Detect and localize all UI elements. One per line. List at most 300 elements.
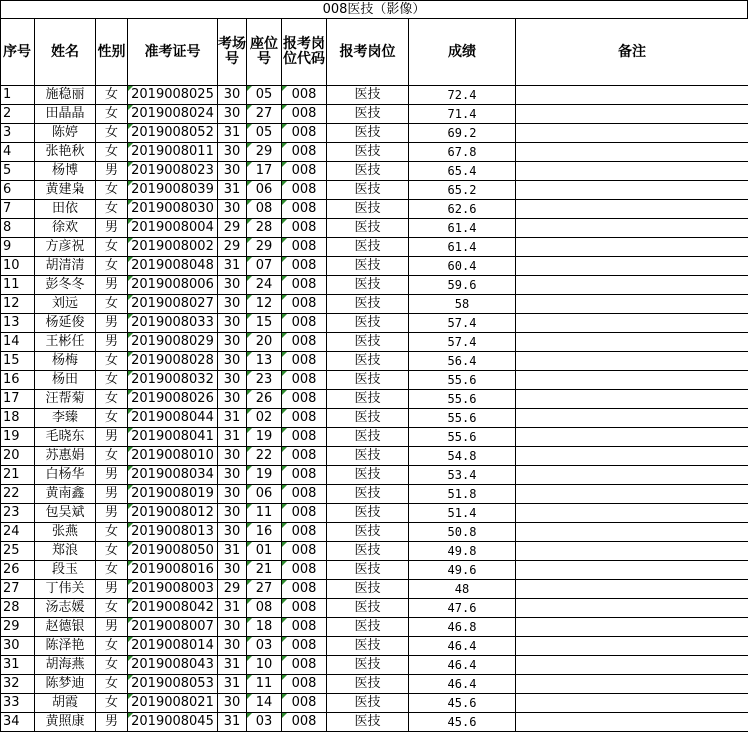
cell-gender: 女 xyxy=(96,390,128,409)
cell-ticket: 2019008039 xyxy=(128,181,218,200)
cell-score: 60.4 xyxy=(409,257,516,276)
cell-name: 施稳丽 xyxy=(35,86,96,105)
cell-note xyxy=(516,599,748,618)
cell-room: 31 xyxy=(218,409,247,428)
cell-room: 29 xyxy=(218,580,247,599)
cell-note xyxy=(516,694,748,713)
cell-ticket: 2019008010 xyxy=(128,447,218,466)
cell-ticket: 2019008053 xyxy=(128,675,218,694)
cell-ticket: 2019008011 xyxy=(128,143,218,162)
cell-name: 田晶晶 xyxy=(35,105,96,124)
cell-post: 医技 xyxy=(327,371,409,390)
cell-post: 医技 xyxy=(327,542,409,561)
table-row xyxy=(1,675,748,694)
header-score: 成绩 xyxy=(409,19,516,86)
cell-code: 008 xyxy=(282,352,327,371)
cell-seat: 29 xyxy=(247,238,282,257)
cell-code: 008 xyxy=(282,713,327,732)
cell-gender: 女 xyxy=(96,181,128,200)
table-row xyxy=(1,504,748,523)
cell-note xyxy=(516,656,748,675)
cell-code: 008 xyxy=(282,694,327,713)
table-row xyxy=(1,257,748,276)
cell-room: 30 xyxy=(218,618,247,637)
cell-room: 30 xyxy=(218,200,247,219)
header-seat: 座位号 xyxy=(247,19,282,86)
cell-score: 45.6 xyxy=(409,713,516,732)
cell-seat: 10 xyxy=(247,656,282,675)
cell-note xyxy=(516,637,748,656)
cell-code: 008 xyxy=(282,618,327,637)
cell-seat: 01 xyxy=(247,542,282,561)
cell-room: 30 xyxy=(218,466,247,485)
cell-post: 医技 xyxy=(327,447,409,466)
table-row xyxy=(1,181,748,200)
cell-code: 008 xyxy=(282,143,327,162)
cell-note xyxy=(516,523,748,542)
cell-room: 30 xyxy=(218,637,247,656)
cell-gender: 男 xyxy=(96,314,128,333)
header-row xyxy=(1,19,748,86)
table-row xyxy=(1,618,748,637)
table-row xyxy=(1,162,748,181)
cell-idx: 33 xyxy=(1,694,35,713)
cell-note xyxy=(516,86,748,105)
cell-seat: 26 xyxy=(247,390,282,409)
cell-note xyxy=(516,561,748,580)
cell-ticket: 2019008028 xyxy=(128,352,218,371)
cell-score: 65.2 xyxy=(409,181,516,200)
cell-code: 008 xyxy=(282,124,327,143)
cell-score: 49.8 xyxy=(409,542,516,561)
cell-name: 胡霞 xyxy=(35,694,96,713)
cell-name: 陈婷 xyxy=(35,124,96,143)
cell-score: 51.8 xyxy=(409,485,516,504)
sheet-title: 008医技（影像） xyxy=(0,0,748,19)
cell-idx: 17 xyxy=(1,390,35,409)
cell-score: 72.4 xyxy=(409,86,516,105)
table-body xyxy=(1,86,748,732)
cell-code: 008 xyxy=(282,466,327,485)
cell-code: 008 xyxy=(282,276,327,295)
cell-post: 医技 xyxy=(327,181,409,200)
cell-post: 医技 xyxy=(327,694,409,713)
cell-post: 医技 xyxy=(327,713,409,732)
cell-note xyxy=(516,675,748,694)
cell-note xyxy=(516,105,748,124)
cell-post: 医技 xyxy=(327,637,409,656)
cell-note xyxy=(516,143,748,162)
cell-idx: 29 xyxy=(1,618,35,637)
cell-ticket: 2019008016 xyxy=(128,561,218,580)
cell-score: 45.6 xyxy=(409,694,516,713)
cell-note xyxy=(516,466,748,485)
cell-idx: 12 xyxy=(1,295,35,314)
cell-score: 53.4 xyxy=(409,466,516,485)
cell-seat: 03 xyxy=(247,637,282,656)
cell-post: 医技 xyxy=(327,257,409,276)
cell-code: 008 xyxy=(282,86,327,105)
table-row xyxy=(1,238,748,257)
cell-idx: 3 xyxy=(1,124,35,143)
cell-gender: 女 xyxy=(96,561,128,580)
table-row xyxy=(1,485,748,504)
cell-note xyxy=(516,447,748,466)
table-row xyxy=(1,694,748,713)
cell-post: 医技 xyxy=(327,504,409,523)
cell-gender: 女 xyxy=(96,200,128,219)
cell-gender: 女 xyxy=(96,637,128,656)
cell-seat: 24 xyxy=(247,276,282,295)
cell-code: 008 xyxy=(282,333,327,352)
cell-post: 医技 xyxy=(327,675,409,694)
cell-idx: 14 xyxy=(1,333,35,352)
cell-post: 医技 xyxy=(327,86,409,105)
cell-gender: 女 xyxy=(96,523,128,542)
cell-ticket: 2019008052 xyxy=(128,124,218,143)
cell-name: 黄照康 xyxy=(35,713,96,732)
cell-gender: 男 xyxy=(96,504,128,523)
cell-score: 55.6 xyxy=(409,390,516,409)
cell-seat: 05 xyxy=(247,86,282,105)
cell-name: 段玉 xyxy=(35,561,96,580)
cell-note xyxy=(516,219,748,238)
cell-post: 医技 xyxy=(327,295,409,314)
cell-name: 丁伟关 xyxy=(35,580,96,599)
cell-idx: 34 xyxy=(1,713,35,732)
cell-room: 31 xyxy=(218,181,247,200)
table-row xyxy=(1,466,748,485)
cell-name: 黄建枭 xyxy=(35,181,96,200)
cell-seat: 22 xyxy=(247,447,282,466)
cell-seat: 27 xyxy=(247,580,282,599)
cell-post: 医技 xyxy=(327,599,409,618)
cell-code: 008 xyxy=(282,675,327,694)
cell-seat: 02 xyxy=(247,409,282,428)
cell-name: 杨田 xyxy=(35,371,96,390)
cell-note xyxy=(516,124,748,143)
cell-name: 苏惠娟 xyxy=(35,447,96,466)
cell-idx: 32 xyxy=(1,675,35,694)
cell-seat: 06 xyxy=(247,181,282,200)
table-row xyxy=(1,713,748,732)
cell-gender: 男 xyxy=(96,428,128,447)
cell-idx: 27 xyxy=(1,580,35,599)
cell-post: 医技 xyxy=(327,162,409,181)
cell-code: 008 xyxy=(282,504,327,523)
table-row xyxy=(1,276,748,295)
cell-ticket: 2019008041 xyxy=(128,428,218,447)
cell-ticket: 2019008024 xyxy=(128,105,218,124)
cell-idx: 7 xyxy=(1,200,35,219)
cell-name: 包吴斌 xyxy=(35,504,96,523)
cell-score: 46.4 xyxy=(409,675,516,694)
cell-gender: 女 xyxy=(96,124,128,143)
cell-ticket: 2019008013 xyxy=(128,523,218,542)
cell-code: 008 xyxy=(282,656,327,675)
cell-score: 56.4 xyxy=(409,352,516,371)
cell-idx: 31 xyxy=(1,656,35,675)
cell-room: 30 xyxy=(218,694,247,713)
cell-note xyxy=(516,542,748,561)
cell-code: 008 xyxy=(282,580,327,599)
cell-score: 67.8 xyxy=(409,143,516,162)
cell-name: 赵德银 xyxy=(35,618,96,637)
cell-code: 008 xyxy=(282,561,327,580)
cell-score: 57.4 xyxy=(409,333,516,352)
table-row xyxy=(1,523,748,542)
cell-name: 陈泽艳 xyxy=(35,637,96,656)
cell-note xyxy=(516,295,748,314)
table-row xyxy=(1,124,748,143)
cell-note xyxy=(516,485,748,504)
cell-note xyxy=(516,409,748,428)
cell-room: 31 xyxy=(218,428,247,447)
cell-idx: 30 xyxy=(1,637,35,656)
cell-note xyxy=(516,257,748,276)
cell-ticket: 2019008019 xyxy=(128,485,218,504)
cell-code: 008 xyxy=(282,219,327,238)
cell-score: 46.4 xyxy=(409,637,516,656)
cell-seat: 27 xyxy=(247,105,282,124)
cell-room: 30 xyxy=(218,295,247,314)
cell-name: 汪帮菊 xyxy=(35,390,96,409)
cell-seat: 18 xyxy=(247,618,282,637)
cell-room: 31 xyxy=(218,599,247,618)
cell-idx: 2 xyxy=(1,105,35,124)
cell-note xyxy=(516,238,748,257)
cell-code: 008 xyxy=(282,542,327,561)
cell-gender: 女 xyxy=(96,371,128,390)
cell-post: 医技 xyxy=(327,200,409,219)
cell-score: 71.4 xyxy=(409,105,516,124)
cell-score: 55.6 xyxy=(409,409,516,428)
cell-post: 医技 xyxy=(327,523,409,542)
cell-note xyxy=(516,713,748,732)
cell-seat: 13 xyxy=(247,352,282,371)
cell-post: 医技 xyxy=(327,238,409,257)
cell-room: 30 xyxy=(218,352,247,371)
header-note: 备注 xyxy=(516,19,748,86)
cell-note xyxy=(516,162,748,181)
cell-note xyxy=(516,618,748,637)
cell-ticket: 2019008025 xyxy=(128,86,218,105)
table-row xyxy=(1,390,748,409)
cell-ticket: 2019008006 xyxy=(128,276,218,295)
cell-name: 胡海燕 xyxy=(35,656,96,675)
cell-seat: 28 xyxy=(247,219,282,238)
cell-room: 31 xyxy=(218,257,247,276)
cell-ticket: 2019008027 xyxy=(128,295,218,314)
table-row xyxy=(1,295,748,314)
cell-seat: 15 xyxy=(247,314,282,333)
header-code: 报考岗位代码 xyxy=(282,19,327,86)
cell-name: 田依 xyxy=(35,200,96,219)
cell-name: 李臻 xyxy=(35,409,96,428)
cell-code: 008 xyxy=(282,105,327,124)
cell-ticket: 2019008034 xyxy=(128,466,218,485)
cell-gender: 女 xyxy=(96,86,128,105)
cell-code: 008 xyxy=(282,447,327,466)
table-row xyxy=(1,542,748,561)
cell-seat: 23 xyxy=(247,371,282,390)
cell-post: 医技 xyxy=(327,580,409,599)
cell-room: 30 xyxy=(218,276,247,295)
cell-name: 杨延俊 xyxy=(35,314,96,333)
cell-note xyxy=(516,580,748,599)
cell-idx: 1 xyxy=(1,86,35,105)
cell-name: 白杨华 xyxy=(35,466,96,485)
cell-seat: 16 xyxy=(247,523,282,542)
cell-seat: 07 xyxy=(247,257,282,276)
cell-seat: 06 xyxy=(247,485,282,504)
cell-gender: 男 xyxy=(96,333,128,352)
cell-ticket: 2019008042 xyxy=(128,599,218,618)
cell-score: 57.4 xyxy=(409,314,516,333)
cell-ticket: 2019008023 xyxy=(128,162,218,181)
table-row xyxy=(1,371,748,390)
cell-post: 医技 xyxy=(327,466,409,485)
cell-note xyxy=(516,371,748,390)
cell-post: 医技 xyxy=(327,219,409,238)
table-row xyxy=(1,105,748,124)
cell-score: 55.6 xyxy=(409,371,516,390)
cell-score: 58 xyxy=(409,295,516,314)
cell-gender: 女 xyxy=(96,542,128,561)
cell-post: 医技 xyxy=(327,618,409,637)
cell-idx: 15 xyxy=(1,352,35,371)
cell-ticket: 2019008014 xyxy=(128,637,218,656)
cell-name: 毛晓东 xyxy=(35,428,96,447)
cell-gender: 女 xyxy=(96,238,128,257)
table-row xyxy=(1,314,748,333)
cell-seat: 17 xyxy=(247,162,282,181)
cell-room: 31 xyxy=(218,656,247,675)
cell-ticket: 2019008021 xyxy=(128,694,218,713)
table-row xyxy=(1,333,748,352)
header-idx: 序号 xyxy=(1,19,35,86)
cell-room: 30 xyxy=(218,143,247,162)
cell-gender: 女 xyxy=(96,409,128,428)
cell-room: 29 xyxy=(218,219,247,238)
cell-code: 008 xyxy=(282,637,327,656)
cell-name: 杨梅 xyxy=(35,352,96,371)
cell-idx: 16 xyxy=(1,371,35,390)
cell-note xyxy=(516,276,748,295)
cell-ticket: 2019008048 xyxy=(128,257,218,276)
cell-room: 30 xyxy=(218,371,247,390)
cell-gender: 女 xyxy=(96,675,128,694)
cell-seat: 29 xyxy=(247,143,282,162)
cell-ticket: 2019008029 xyxy=(128,333,218,352)
cell-room: 30 xyxy=(218,314,247,333)
cell-gender: 女 xyxy=(96,257,128,276)
cell-name: 方彦祝 xyxy=(35,238,96,257)
cell-post: 医技 xyxy=(327,105,409,124)
cell-gender: 女 xyxy=(96,694,128,713)
cell-gender: 男 xyxy=(96,713,128,732)
cell-score: 48 xyxy=(409,580,516,599)
cell-name: 刘远 xyxy=(35,295,96,314)
cell-ticket: 2019008032 xyxy=(128,371,218,390)
cell-idx: 8 xyxy=(1,219,35,238)
cell-code: 008 xyxy=(282,485,327,504)
cell-ticket: 2019008002 xyxy=(128,238,218,257)
cell-note xyxy=(516,200,748,219)
cell-room: 30 xyxy=(218,485,247,504)
cell-note xyxy=(516,352,748,371)
cell-gender: 男 xyxy=(96,276,128,295)
cell-note xyxy=(516,314,748,333)
cell-seat: 11 xyxy=(247,675,282,694)
table-row xyxy=(1,637,748,656)
cell-room: 29 xyxy=(218,238,247,257)
cell-post: 医技 xyxy=(327,124,409,143)
cell-code: 008 xyxy=(282,371,327,390)
cell-gender: 男 xyxy=(96,580,128,599)
cell-post: 医技 xyxy=(327,333,409,352)
cell-post: 医技 xyxy=(327,314,409,333)
table-row xyxy=(1,86,748,105)
cell-score: 54.8 xyxy=(409,447,516,466)
cell-code: 008 xyxy=(282,314,327,333)
cell-idx: 21 xyxy=(1,466,35,485)
cell-ticket: 2019008050 xyxy=(128,542,218,561)
cell-code: 008 xyxy=(282,238,327,257)
cell-room: 30 xyxy=(218,504,247,523)
cell-idx: 11 xyxy=(1,276,35,295)
table-row xyxy=(1,656,748,675)
cell-code: 008 xyxy=(282,599,327,618)
cell-idx: 20 xyxy=(1,447,35,466)
cell-name: 王彬任 xyxy=(35,333,96,352)
cell-score: 62.6 xyxy=(409,200,516,219)
cell-idx: 28 xyxy=(1,599,35,618)
cell-seat: 19 xyxy=(247,466,282,485)
header-name: 姓名 xyxy=(35,19,96,86)
cell-post: 医技 xyxy=(327,561,409,580)
cell-room: 30 xyxy=(218,105,247,124)
cell-post: 医技 xyxy=(327,409,409,428)
cell-gender: 男 xyxy=(96,618,128,637)
table-row xyxy=(1,409,748,428)
cell-code: 008 xyxy=(282,409,327,428)
cell-idx: 26 xyxy=(1,561,35,580)
cell-seat: 19 xyxy=(247,428,282,447)
cell-score: 49.6 xyxy=(409,561,516,580)
cell-seat: 05 xyxy=(247,124,282,143)
cell-room: 31 xyxy=(218,124,247,143)
cell-idx: 24 xyxy=(1,523,35,542)
table-row xyxy=(1,428,748,447)
cell-ticket: 2019008030 xyxy=(128,200,218,219)
cell-ticket: 2019008043 xyxy=(128,656,218,675)
cell-name: 陈梦迪 xyxy=(35,675,96,694)
cell-post: 医技 xyxy=(327,390,409,409)
cell-name: 胡清清 xyxy=(35,257,96,276)
cell-seat: 12 xyxy=(247,295,282,314)
cell-score: 61.4 xyxy=(409,219,516,238)
cell-room: 31 xyxy=(218,542,247,561)
cell-ticket: 2019008012 xyxy=(128,504,218,523)
cell-gender: 男 xyxy=(96,162,128,181)
cell-idx: 6 xyxy=(1,181,35,200)
cell-code: 008 xyxy=(282,257,327,276)
cell-gender: 女 xyxy=(96,599,128,618)
cell-score: 69.2 xyxy=(409,124,516,143)
cell-idx: 23 xyxy=(1,504,35,523)
cell-idx: 19 xyxy=(1,428,35,447)
